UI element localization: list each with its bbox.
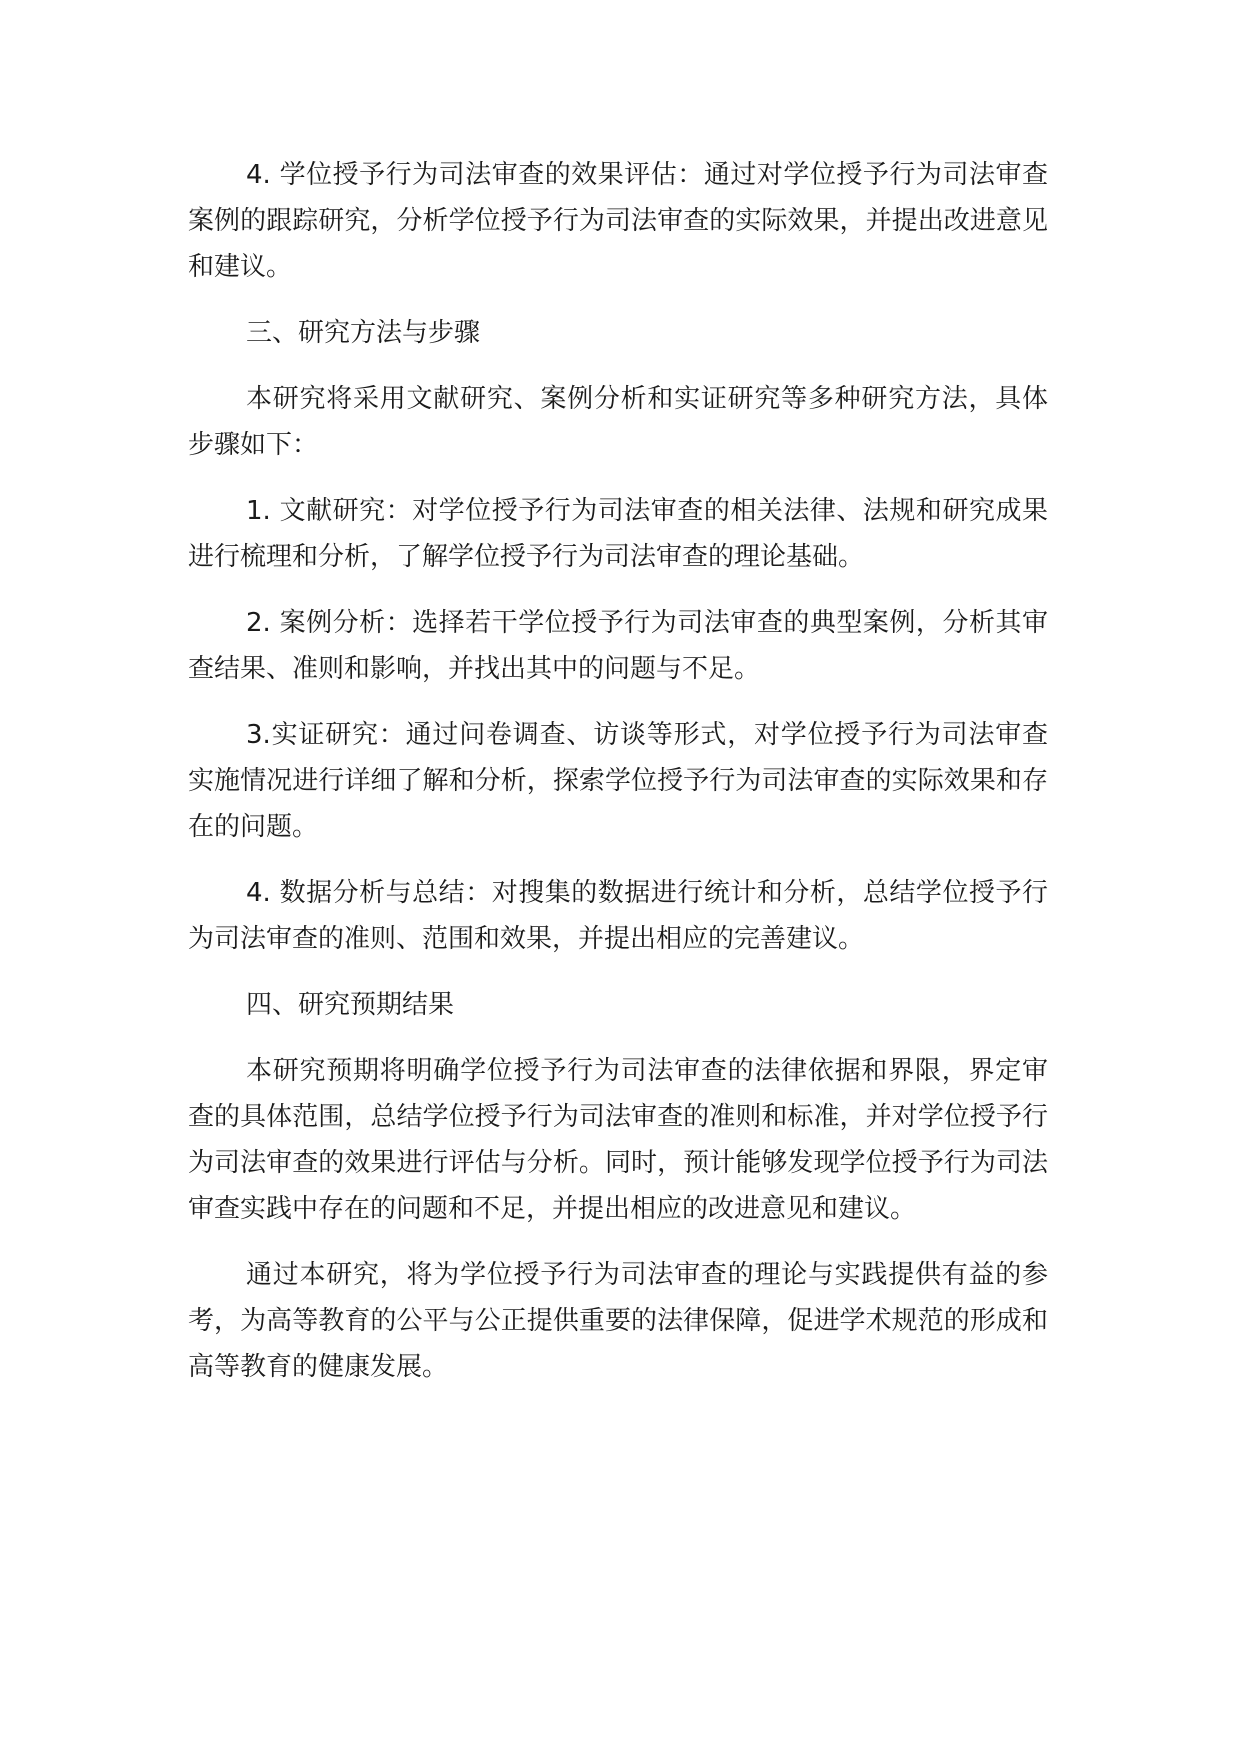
- conclusion-paragraph: 通过本研究，将为学位授予行为司法审查的理论与实践提供有益的参考，为高等教育的公平与公正提供重要的法律保障，促进学术规范的形成和高等教育的健康发展。: [188, 1260, 1048, 1382]
- section-heading-expected-results: 四、研究预期结果: [246, 990, 455, 1020]
- list-item-case-analysis: 2. 案例分析：选择若干学位授予行为司法审查的典型案例，分析其审查结果、准则和影响，并找出其中的问题与不足。: [188, 608, 1048, 684]
- section-heading-methods: 三、研究方法与步骤: [246, 318, 481, 348]
- expected-results-paragraph: 本研究预期将明确学位授予行为司法审查的法律依据和界限，界定审查的具体范围，总结学位授予行为司法审查的准则和标准，并对学位授予行为司法审查的效果进行评估与分析。同时，预计能够发现学位授予行为司法审查实践中存在的问题和不足，并提出相应的改进意见和建议。: [188, 1056, 1048, 1224]
- list-item-data-analysis: 4. 数据分析与总结：对搜集的数据进行统计和分析，总结学位授予行为司法审查的准则、范围和效果，并提出相应的完善建议。: [188, 878, 1048, 954]
- methods-intro-paragraph: 本研究将采用文献研究、案例分析和实证研究等多种研究方法，具体步骤如下：: [188, 384, 1048, 460]
- document-body: [188, 152, 1048, 1410]
- list-item-effect-evaluation: 4. 学位授予行为司法审查的效果评估：通过对学位授予行为司法审查案例的跟踪研究，分析学位授予行为司法审查的实际效果，并提出改进意见和建议。: [188, 160, 1048, 282]
- list-item-literature-research: 1. 文献研究：对学位授予行为司法审查的相关法律、法规和研究成果进行梳理和分析，了解学位授予行为司法审查的理论基础。: [188, 496, 1048, 572]
- list-item-empirical-research: 3.实证研究：通过问卷调查、访谈等形式，对学位授予行为司法审查实施情况进行详细了解和分析，探索学位授予行为司法审查的实际效果和存在的问题。: [188, 720, 1048, 842]
